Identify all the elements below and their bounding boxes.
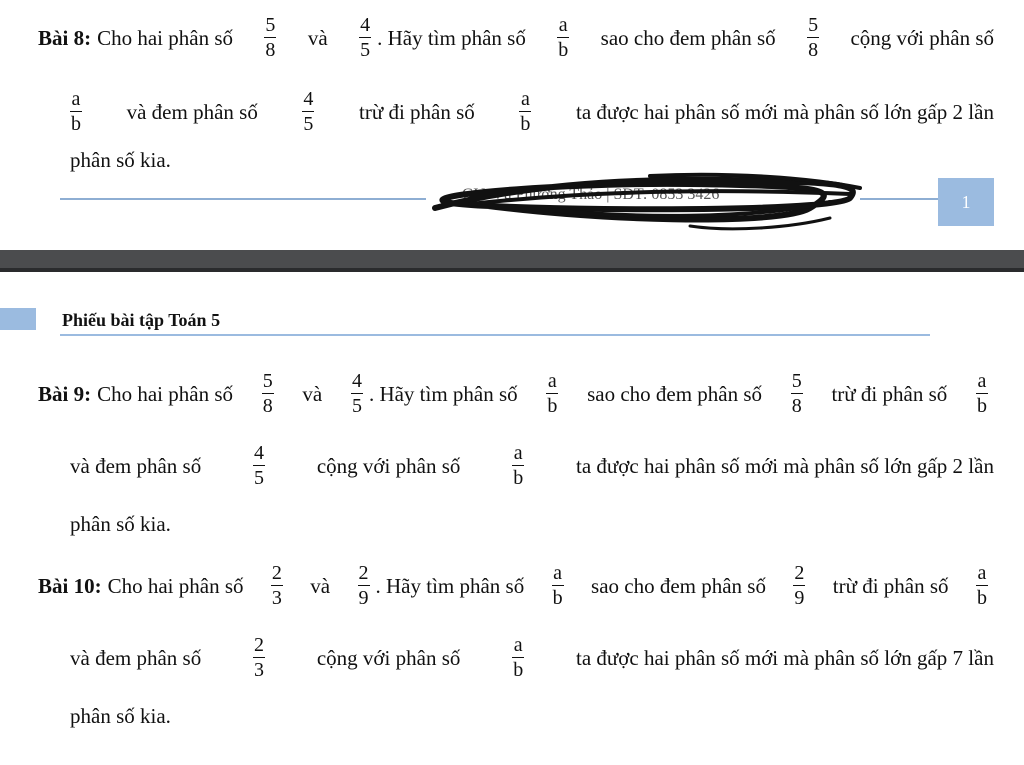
denominator: 9 <box>794 587 805 609</box>
denominator: 5 <box>254 467 265 489</box>
text: . Hãy tìm phân số <box>368 381 518 406</box>
denominator: b <box>513 659 524 681</box>
fraction <box>519 88 531 135</box>
bai8-line-1 <box>38 14 994 61</box>
numerator: a <box>513 634 523 656</box>
fraction <box>976 562 988 609</box>
denominator: 5 <box>360 39 371 61</box>
text: phân số kia. <box>70 148 171 172</box>
denominator: b <box>552 587 563 609</box>
fraction <box>512 442 524 489</box>
text: và đem phân số <box>70 645 202 670</box>
fraction <box>546 370 558 417</box>
text: Cho hai phân số <box>97 381 233 406</box>
numerator: a <box>520 88 530 110</box>
header-accent <box>0 308 36 330</box>
denominator: 5 <box>351 395 362 417</box>
fraction <box>552 562 564 609</box>
bai8-line-2 <box>70 88 994 135</box>
fraction <box>791 370 803 417</box>
text: . Hãy tìm phân số <box>375 573 525 598</box>
numerator: 5 <box>262 370 273 392</box>
denominator: b <box>558 39 569 61</box>
text: cộng với phân số <box>316 645 461 670</box>
fraction <box>557 14 569 61</box>
bai8-label: Bài 8: <box>38 25 92 50</box>
text: sao cho đem phân số <box>591 573 766 598</box>
bai10-line-1 <box>38 562 994 609</box>
numerator: 4 <box>254 442 265 464</box>
numerator: 2 <box>254 634 265 656</box>
numerator: 5 <box>808 14 819 36</box>
fraction <box>253 442 265 489</box>
fraction <box>302 88 314 135</box>
fraction <box>358 562 370 609</box>
text: sao cho đem phân số <box>600 25 776 50</box>
numerator: a <box>71 88 81 110</box>
bai10-label: Bài 10: <box>38 573 102 598</box>
numerator: a <box>977 562 987 584</box>
denominator: 5 <box>303 113 314 135</box>
bai9-line-1 <box>38 370 994 417</box>
fraction <box>359 14 371 61</box>
bai9-line-2 <box>70 442 994 489</box>
numerator: 5 <box>265 14 276 36</box>
text: và đem phân số <box>126 99 258 124</box>
numerator: 2 <box>358 562 369 584</box>
fraction <box>70 88 82 135</box>
numerator: 4 <box>360 14 371 36</box>
bai9-label: Bài 9: <box>38 381 92 406</box>
fraction <box>807 14 819 61</box>
text: cộng với phân số <box>850 25 994 50</box>
footer-rule <box>60 198 426 200</box>
text: Cho hai phân số <box>97 25 233 50</box>
fraction <box>512 634 524 681</box>
numerator: 5 <box>791 370 802 392</box>
text: ta được hai phân số mới mà phân số lớn gấp 7 lần <box>576 645 994 670</box>
fraction <box>271 562 283 609</box>
bai9-line-3 <box>70 512 994 536</box>
text: . Hãy tìm phân số <box>377 25 526 50</box>
denominator: 8 <box>265 39 276 61</box>
page-separator <box>0 250 1024 272</box>
page-number: 1 <box>938 178 994 226</box>
text: và <box>310 573 331 598</box>
header-rule <box>60 334 930 336</box>
text: cộng với phân số <box>316 453 461 478</box>
numerator: a <box>558 14 568 36</box>
numerator: 2 <box>794 562 805 584</box>
fraction <box>351 370 363 417</box>
footer-rule <box>860 198 950 200</box>
denominator: b <box>976 395 987 417</box>
page-title: Phiếu bài tập Toán 5 <box>62 310 221 330</box>
text: Cho hai phân số <box>107 573 244 598</box>
denominator: 8 <box>808 39 819 61</box>
numerator: 4 <box>303 88 314 110</box>
bai10-line-2 <box>70 634 994 681</box>
numerator: a <box>547 370 557 392</box>
denominator: 8 <box>262 395 273 417</box>
page-2 <box>0 272 1024 765</box>
fraction <box>253 634 265 681</box>
text: trừ đi phân số <box>831 381 948 406</box>
fraction <box>262 370 274 417</box>
numerator: 2 <box>271 562 282 584</box>
text: ta được hai phân số mới mà phân số lớn gấp 2 lần <box>576 99 994 124</box>
denominator: b <box>547 395 558 417</box>
text: phân số kia. <box>70 704 171 728</box>
footer-author: GV: Vũ Phương Thảo | SĐT: 0853 3426 <box>462 186 720 203</box>
text: và <box>302 381 323 406</box>
numerator: 4 <box>351 370 362 392</box>
numerator: a <box>977 370 987 392</box>
denominator: 9 <box>358 587 369 609</box>
text: và đem phân số <box>70 453 202 478</box>
text: và <box>307 25 328 50</box>
numerator: a <box>513 442 523 464</box>
redaction-scribble <box>430 168 870 234</box>
denominator: b <box>513 467 524 489</box>
denominator: 8 <box>791 395 802 417</box>
text: ta được hai phân số mới mà phân số lớn gấp 2 lần <box>576 453 994 478</box>
denominator: b <box>71 113 81 135</box>
numerator: a <box>553 562 563 584</box>
denominator: 3 <box>271 587 282 609</box>
denominator: b <box>520 113 531 135</box>
text: trừ đi phân số <box>832 573 949 598</box>
denominator: b <box>976 587 987 609</box>
text: trừ đi phân số <box>359 99 475 124</box>
denominator: 3 <box>254 659 265 681</box>
fraction <box>793 562 805 609</box>
fraction <box>976 370 988 417</box>
fraction <box>264 14 276 61</box>
bai10-line-3 <box>70 704 994 728</box>
text: phân số kia. <box>70 512 171 536</box>
page-1 <box>0 0 1024 250</box>
text: sao cho đem phân số <box>587 381 763 406</box>
